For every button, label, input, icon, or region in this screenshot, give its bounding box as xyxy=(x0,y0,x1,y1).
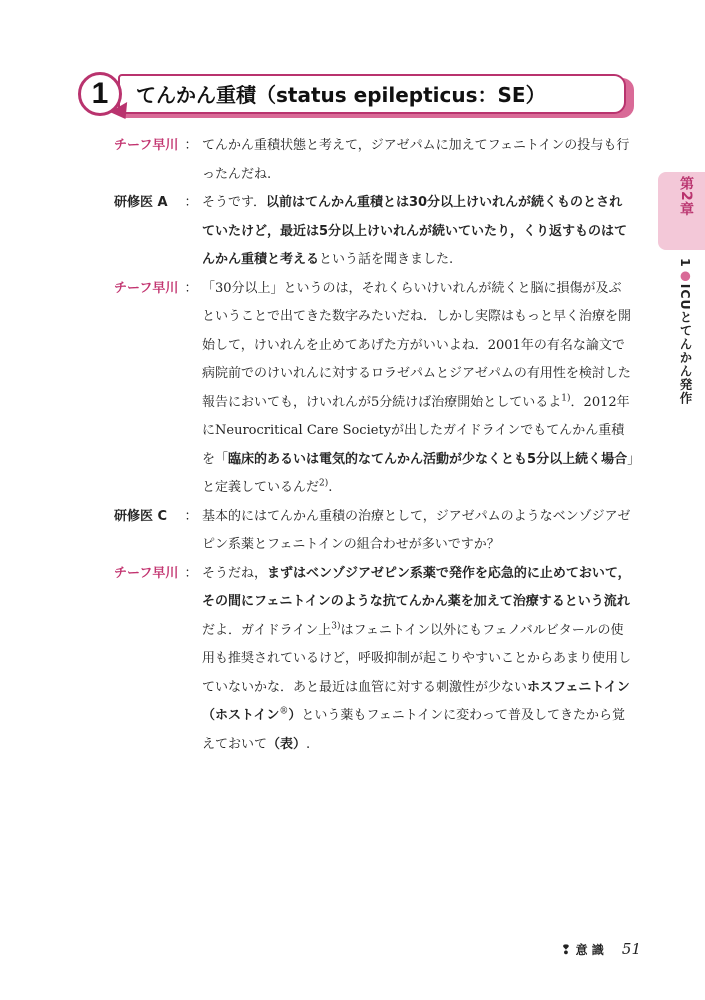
emphasis-text: （表） xyxy=(267,736,307,752)
speaker-name: チーフ早川 xyxy=(114,138,179,153)
reference-marker: 2) xyxy=(319,478,329,489)
speaker-name: 研修医 A xyxy=(114,195,168,210)
dialogue-turn xyxy=(114,503,634,560)
emphasis-text: るという流れ xyxy=(551,594,630,609)
speaker-colon: ： xyxy=(184,195,198,210)
speaker-name: チーフ早川 xyxy=(114,280,179,296)
speaker-colon: ： xyxy=(184,508,198,524)
dialogue-text xyxy=(202,132,634,189)
reference-marker: 1) xyxy=(561,393,571,404)
emphasis-text: まずはベンゾジアゼピン系薬で発作を応急的に止めてお xyxy=(267,565,592,581)
emphasis-text: んかん活動が少なくとも5分以上続く場合 xyxy=(384,451,628,467)
dialogue xyxy=(114,132,634,759)
text-segment: ．2012年にNeurocritical Care Societyが出 xyxy=(202,394,630,438)
text-segment: という薬もフェ xyxy=(301,708,392,723)
reference-marker: ® xyxy=(279,706,289,717)
text-segment: 及ぶということで出てきた数字みたいだね．しかし実際はもっと早 xyxy=(202,280,622,324)
text-segment: 刺激性が少ない xyxy=(436,679,528,695)
bullet-icon: ● xyxy=(678,267,693,284)
text-segment: . xyxy=(328,480,333,495)
text-segment: 年の有名な論文で病院前でのけいれんに対するロラゼパムとジアゼ xyxy=(202,337,625,381)
text-segment: はフェニトイン以外にもフェ xyxy=(340,622,508,638)
emphasis-text: ホスフェニトイン（ホストイン xyxy=(202,679,630,723)
page-number: 51 xyxy=(621,940,641,958)
emphasis-text: 臨床的あるいは電気的なて xyxy=(228,451,385,467)
text-segment: 与も行ったんだね. xyxy=(202,138,630,182)
dialogue-turn xyxy=(114,189,634,275)
text-segment: すいことからあまり使用していないかな．あと最近は血管に対する xyxy=(202,651,632,695)
dialogue-turn xyxy=(114,132,634,189)
emphasis-text: とされていたけど，最近は5分以上けいれんが続いていたり，くり xyxy=(202,195,623,239)
chapter-label: 第2章 xyxy=(678,176,694,217)
dialogue-text xyxy=(202,189,634,275)
text-segment: 」と定義しているんだ xyxy=(202,451,634,495)
text-segment: そうです． xyxy=(202,195,266,210)
emphasis-text: 以前はてんかん重積とは30分以上けいれんが続くもの xyxy=(265,195,584,210)
text-segment: . xyxy=(306,736,311,752)
side-item-title: ICUとてんかん発作 xyxy=(678,283,693,406)
dialogue-turn xyxy=(114,560,634,760)
emphasis-text: 返すものはてんかん重積と考える xyxy=(202,223,628,267)
page-footer xyxy=(561,940,641,958)
text-segment: く治療を開始して，けいれんを止めてあげた方がいいよね．2001 xyxy=(202,309,632,353)
dialogue-text xyxy=(202,275,634,503)
section-number-badge xyxy=(78,72,122,116)
dialogue-text xyxy=(202,560,634,760)
section-heading xyxy=(78,72,638,124)
text-segment: ニトインに変わって普及してきたから覚えておいて xyxy=(202,708,625,752)
speaker-name: チーフ早川 xyxy=(114,565,179,581)
side-item-number: 1 xyxy=(678,258,693,268)
emphasis-text: ） xyxy=(288,708,302,723)
emphasis-text: いて，その間にフェニトインのような抗てんかん薬を加えて治療す xyxy=(202,565,631,609)
reference-marker: 3) xyxy=(331,621,341,632)
speaker-name: 研修医 C xyxy=(114,508,168,524)
text-segment: という話を聞きました. xyxy=(319,252,454,267)
footer-section-label: 意 識 xyxy=(575,943,604,957)
section-number: 1 xyxy=(91,77,109,110)
text-segment: そうだね， xyxy=(202,565,268,581)
speaker-colon: ： xyxy=(184,280,198,296)
text-segment: ジアゼピン系薬とフェニトインの組合わせが多いですか？ xyxy=(202,508,631,552)
exclamation-icon: ❢ xyxy=(560,943,572,958)
section-title: てんかん重積（status epilepticus：SE） xyxy=(136,83,546,107)
dialogue-turn xyxy=(114,275,634,503)
speaker-colon: ： xyxy=(184,565,198,581)
text-segment: したガイドラインでもてんかん重積を「 xyxy=(202,423,625,467)
text-segment: 療開始としているよ xyxy=(444,394,562,410)
text-segment: 「30分以上」というのは，それくらいけいれんが続くと脳に損傷が xyxy=(202,280,596,296)
text-segment: ノバルビタールの使用も推奨されているけど，呼吸抑制が起こりや xyxy=(202,622,624,666)
text-segment: だよ．ガイドライン上 xyxy=(202,622,332,638)
side-running-title xyxy=(668,258,694,405)
text-segment: パムの有用性を検討した報告においても，けいれんが5分続けば治 xyxy=(202,366,631,410)
text-segment: てんかん重積状態と考えて，ジアゼパムに加えてフェニトインの投 xyxy=(202,138,591,153)
speaker-colon: ： xyxy=(184,138,198,153)
dialogue-text xyxy=(202,503,634,560)
text-segment: 基本的にはてんかん重積の治療として，ジアゼパムのようなベンゾ xyxy=(202,508,592,524)
